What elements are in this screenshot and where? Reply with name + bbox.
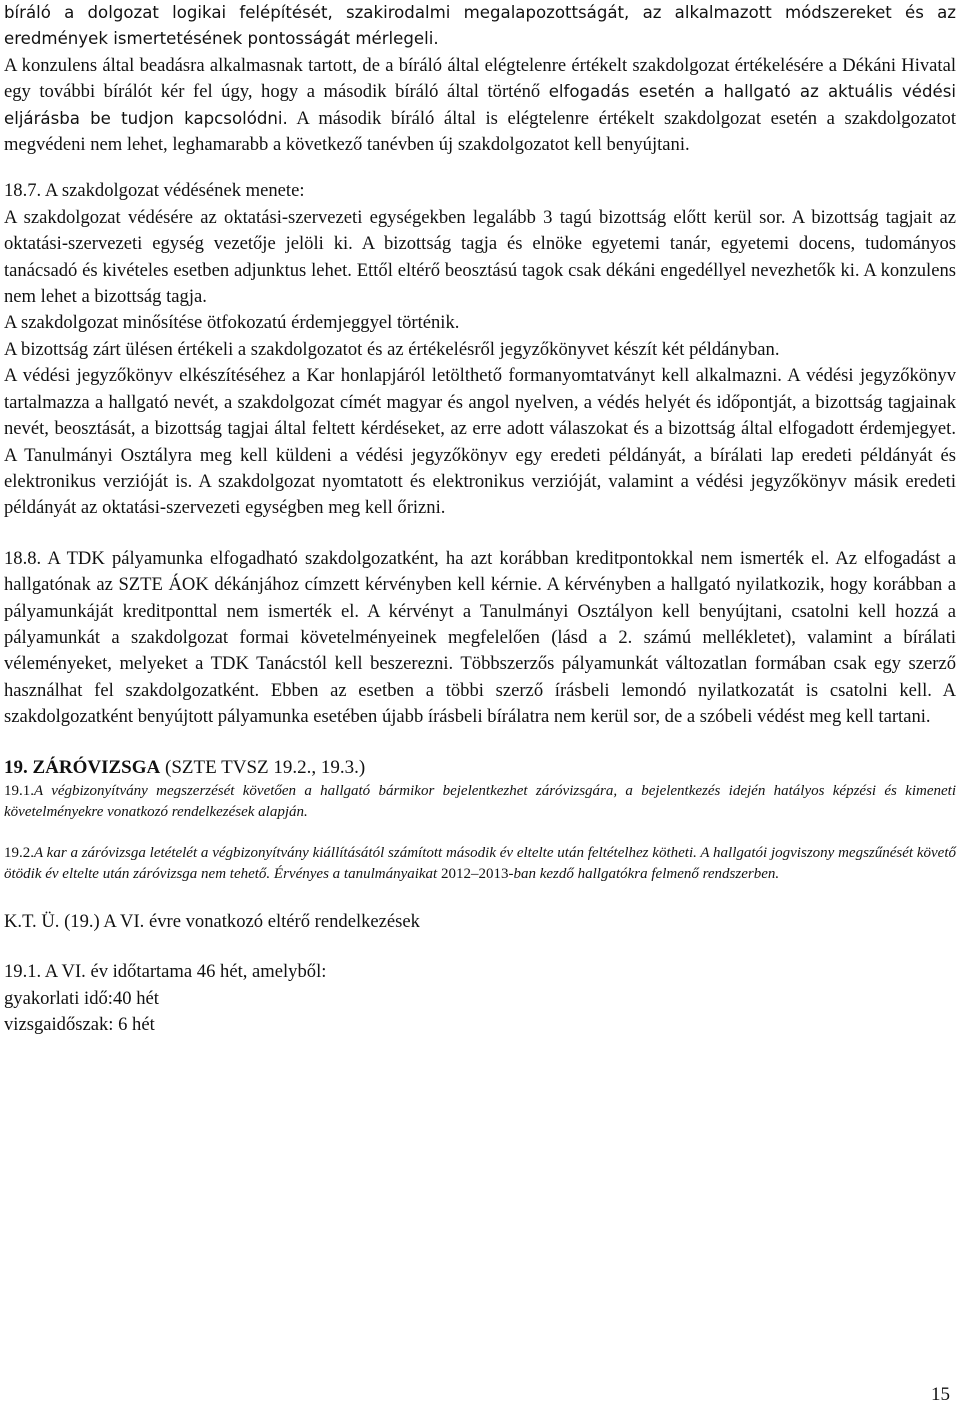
intro-paragraph-1 xyxy=(4,0,956,53)
section-19-1-number: 19.1. xyxy=(4,782,34,799)
ktu-line-3: vizsgaidőszak: 6 hét xyxy=(4,1014,155,1036)
intro-text-2c: A második bíráló által is elégtelenre értékelt szakdolgozat esetén a szakdolgozatot megvédeni nem lehet, leghamarabb a következő tanévben új szakdolgozatot kell benyújtani. xyxy=(4,107,956,156)
section-18-7-number: 18.7. xyxy=(4,180,42,202)
section-18-7-paragraph-4: A védési jegyzőkönyv elkészítéséhez a Kar honlapjáról letölthető formanyomtatványt kell alkalmazni. A védési jegyzőkönyv tartalmazza a hallgató nevét, a szakdolgozat címét magyar és angol nyelven, a védés helyét és időpontját, a bizottság tagjainak nevét, beosztását, a bizottság tagjai által feltett kérdéseket, az erre adott válaszokat és a bizottság által elfogadott érdemjegyet. A Tanulmányi Osztályra meg kell küldeni a védési jegyzőkönyv egy eredeti példányát, a bírálati lap eredeti példányát és elektronikus verzióját is. A szakdolgozat nyomtatott és elektronikus verzióját, valamint a védési jegyzőkönyv másik eredeti példányát az oktatási-szervezeti egységben meg kell őrizni. xyxy=(4,365,956,519)
intro-paragraph-2 xyxy=(4,53,956,159)
section-19-2-text: A kar a záróvizsga letételét a végbizonyítvány kiállításától számított második év eltelte után feltételhez kötheti. A hallgatói jogviszony megszűnését követő ötödik év eltelte után záróvizsga nem tehető. Érvényes a tanulmányaikat xyxy=(4,844,956,882)
section-18-7-paragraph-2: A szakdolgozat minősítése ötfokozatú érdemjeggyel történik. xyxy=(4,312,460,334)
intro-text-2a: A konzulens által beadásra alkalmasnak tartott, de a bíráló által elégtelenre értékelt szakdolgozat értékelésére a Dékáni Hivatal egy további bírálót kér fel úgy, hogy a második bíráló által történő xyxy=(4,54,956,103)
section-19-2-paragraph xyxy=(4,843,956,885)
ktu-line-2: gyakorlati idő:40 hét xyxy=(4,987,159,1009)
document-page xyxy=(4,0,956,1039)
section-19-heading xyxy=(4,755,956,781)
section-19-reference: (SZTE TVSZ 19.2., 19.3.) xyxy=(160,756,366,778)
intro-text-2b: elfogadás esetén a hallgató az aktuális védési eljárásba be tudjon kapcsolódni. xyxy=(4,82,956,128)
section-18-7-paragraph-1: A szakdolgozat védésére az oktatási-szervezeti egységekben legalább 3 tagú bizottság előtt kerül sor. A bizottság tagjait az oktatási-szervezeti egység vezetője jelöli ki. A bizottság tagja és elnöke egyetemi tanár, egyetemi docens, tudományos tanácsadó és kivételes esetben adjunktus lehet. Ettől eltérő beosztású tagok csak dékáni engedéllyel nevezhetők ki. A konzulens nem lehet a bizottság tagja. xyxy=(4,206,956,308)
page-number: 15 xyxy=(931,1384,950,1405)
section-19-2-tail: -ban kezdő hallgatókra felmenő rendszerben. xyxy=(508,865,780,882)
ktu-heading: K.T. Ü. (19.) A VI. évre vonatkozó eltérő rendelkezések xyxy=(4,910,420,932)
section-18-7-title: A szakdolgozat védésének menete: xyxy=(44,180,305,202)
ktu-line-1: 19.1. A VI. év időtartama 46 hét, amelyből: xyxy=(4,961,327,983)
section-19-2-number: 19.2. xyxy=(4,844,34,861)
section-18-7-paragraph-3: A bizottság zárt ülésen értékeli a szakdolgozatot és az értékelésről jegyzőkönyvet készít két példányban. xyxy=(4,338,780,360)
section-18-7-heading xyxy=(4,178,956,204)
intro-text-1: bíráló a dolgozat logikai felépítését, szakirodalmi megalapozottságát, az alkalmazott módszereket és az eredmények ismertetésének pontosságát mérlegeli. xyxy=(4,3,956,49)
section-19-1-paragraph xyxy=(4,781,956,823)
section-18-8-paragraph: 18.8. A TDK pályamunka elfogadható szakdolgozatként, ha azt korábban kreditpontokkal nem ismerték el. Az elfogadást a hallgatónak az SZTE ÁOK dékánjához címzett kérvényben kell kérnie. A kérvényben a hallgató nyilatkozik, hogy korábban a pályamunkáját kreditponttal nem ismerték el. A kérvényt a Tanulmányi Osztályon kell benyújtani, csatolni kell hozzá a pályamunkát a szakdolgozat formai követelményeinek megfelelően (lásd a 2. számú mellékletet), valamint a bírálati véleményeket, melyeket a TDK Tanácstól kell beszerezni. Többszerzős pályamunkát változatlan formában csak egy szerző használhat fel szakdolgozatként. Ebben az esetben a többi szerző írásbeli lemondó nyilatkozatát is csatolni kell. A szakdolgozatként benyújtott pályamunka esetében újabb írásbeli bírálatra nem kerül sor, de a szóbeli védést meg kell tartani. xyxy=(4,547,956,728)
section-19-1-text: A végbizonyítvány megszerzését követően a hallgató bármikor bejelentkezhet záróvizsgára, a bejelentkezés idején hatályos képzési és kimeneti követelményekre vonatkozó rendelkezések alapján. xyxy=(4,782,956,820)
section-19-2-years: 2012–2013 xyxy=(440,865,509,882)
section-19-title: 19. ZÁRÓVIZSGA xyxy=(4,756,161,778)
